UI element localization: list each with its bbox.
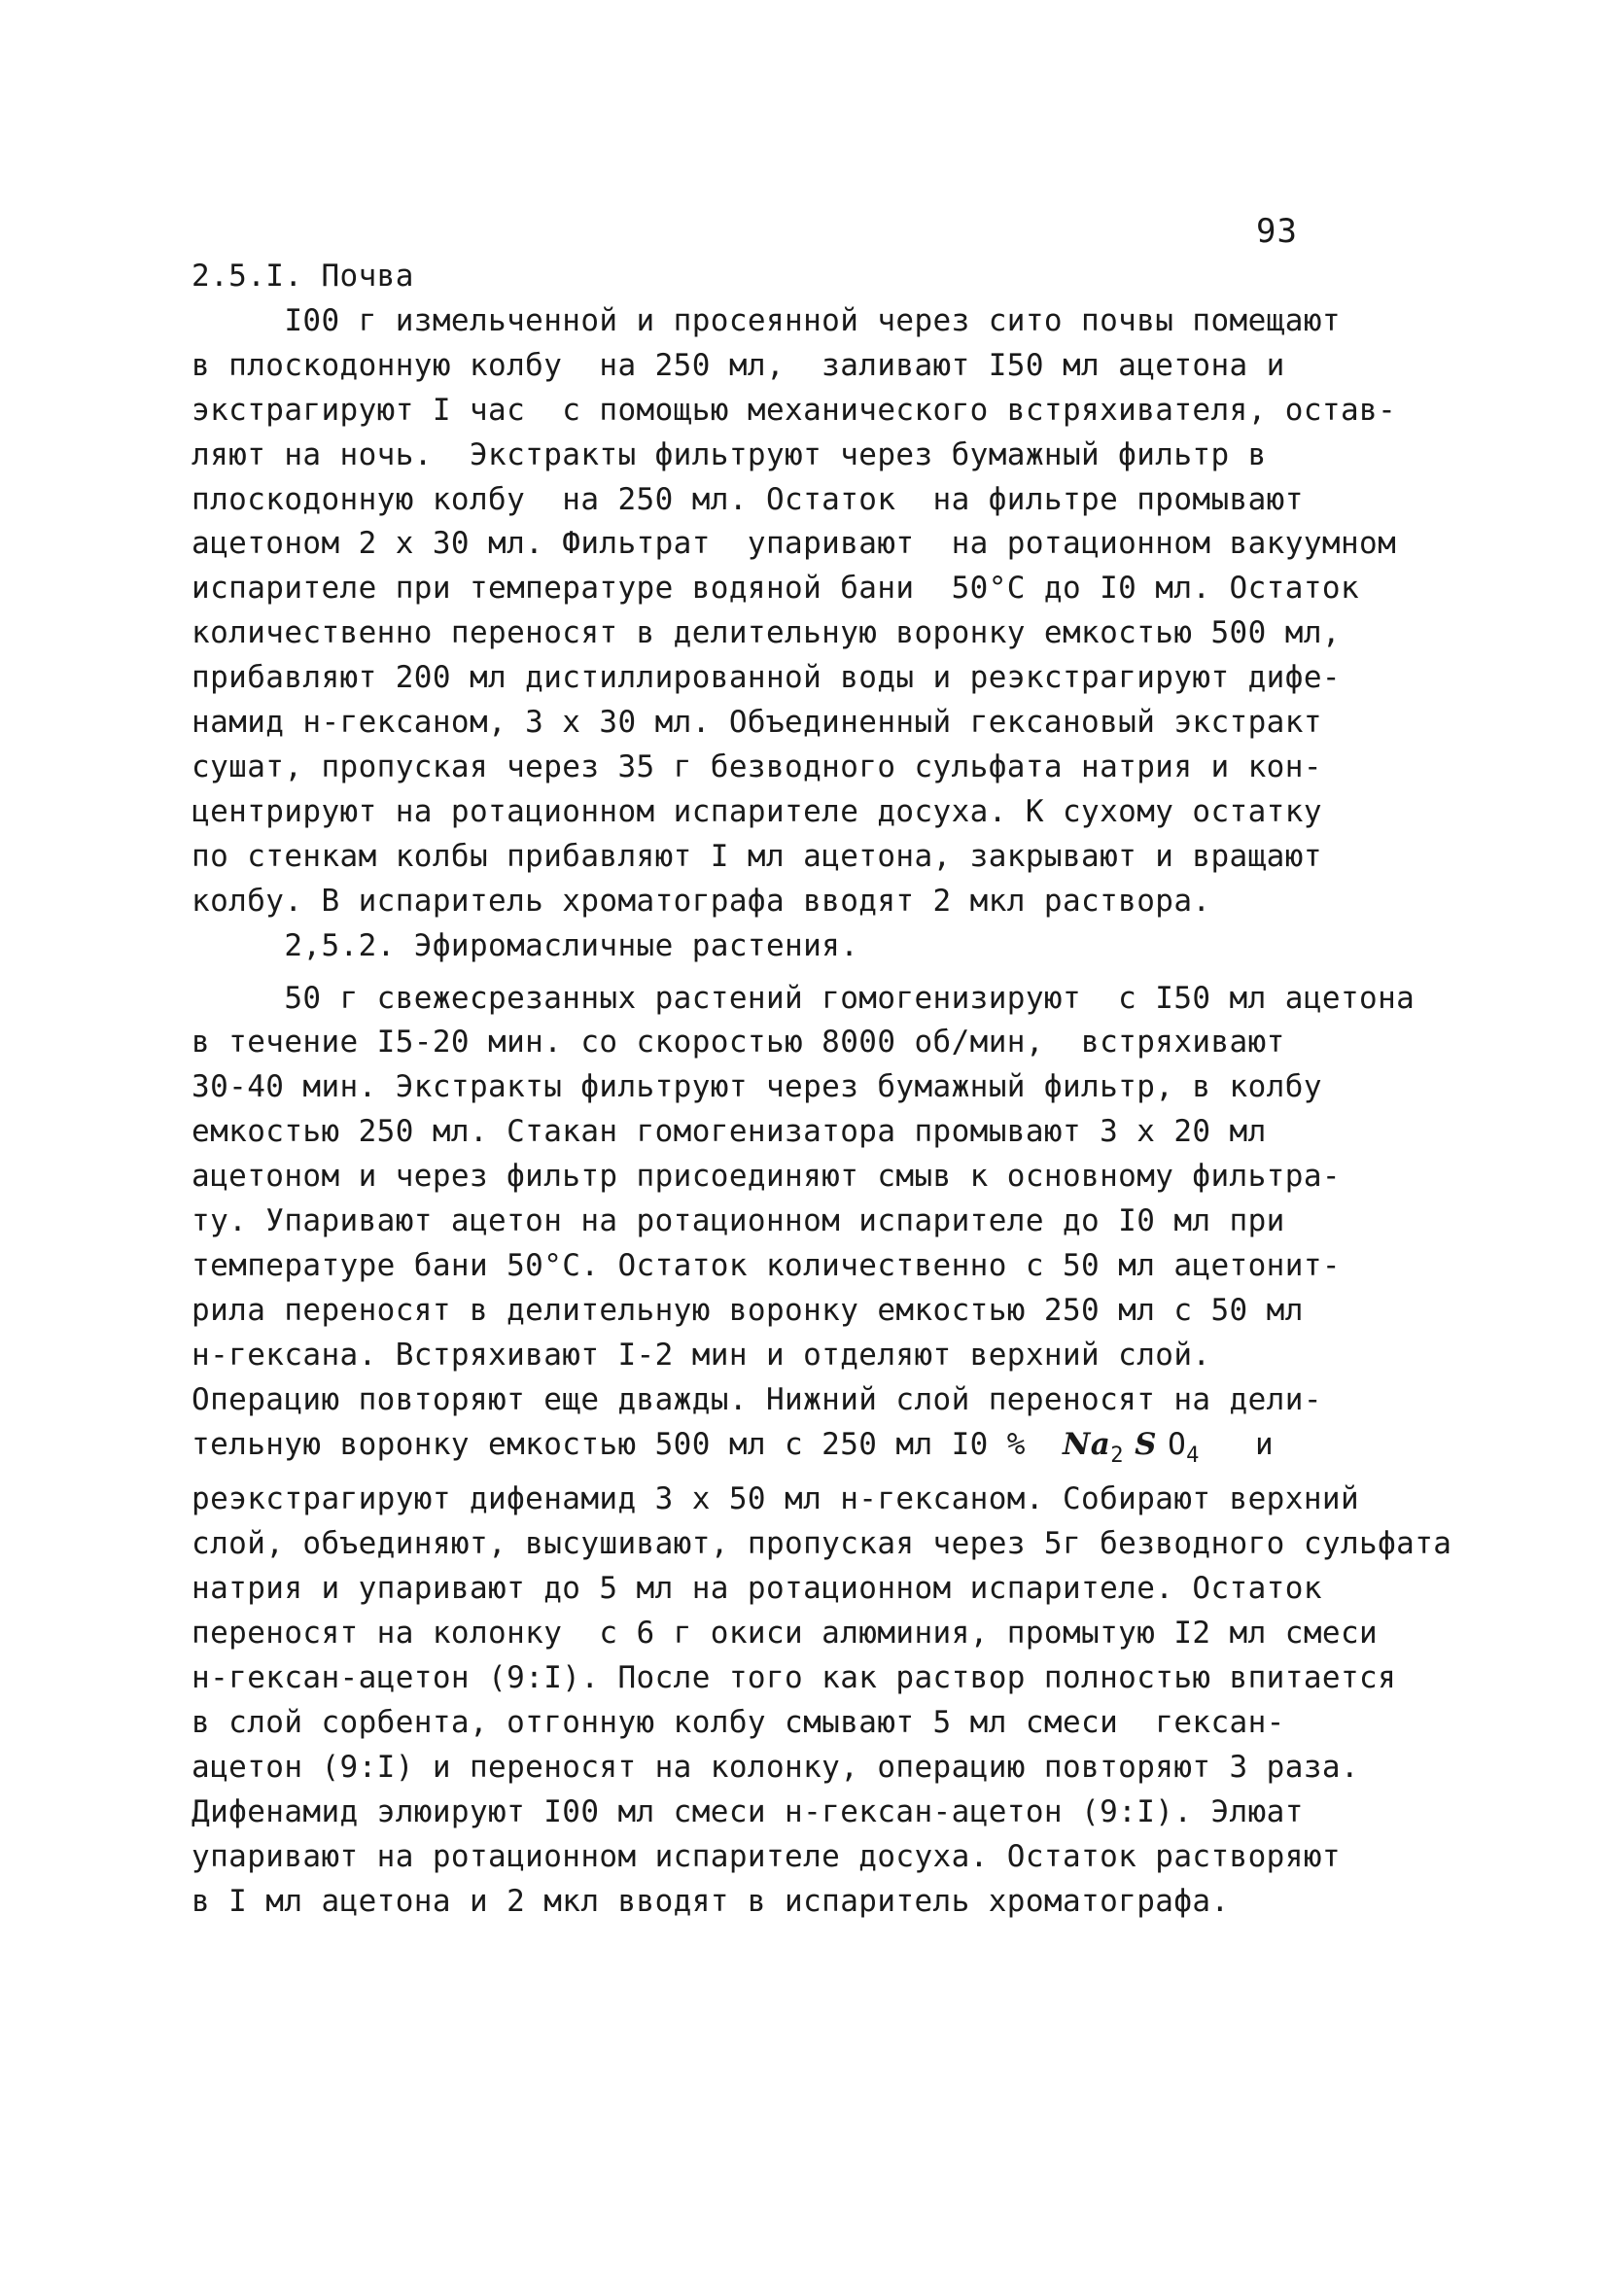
text-line: колбу. В испаритель хроматографа вводят 2 мкл раствора. [192,883,1211,919]
text-line: сушат, пропуская через 35 г безводного сульфата натрия и кон- [192,748,1322,784]
text-line: прибавляют 200 мл дистиллированной воды и реэкстрагируют дифе- [192,660,1341,696]
text-line: в плоскодонную колбу на 250 мл, заливают I50 мл ацетона и [192,347,1285,383]
text-line: Дифенамид элюируют I00 мл смеси н-гексан-ацетон (9:I). Элюат [192,1793,1304,1829]
text-line: I00 г измельченной и просеянной через сито почвы помещают [192,302,1341,338]
text-line: температуре бани 50°С. Остаток количественно с 50 мл ацетонит- [192,1247,1341,1283]
text-line: в течение I5-20 мин. со скоростью 8000 об/мин, встряхивают [192,1025,1285,1061]
chemical-formula-o-subscript: 4 [1186,1443,1200,1468]
text-line: слой, объединяют, высушивают, пропуская через 5г безводного сульфата [192,1526,1452,1562]
text-line: рила переносят в делительную воронку емкостью 250 мл с 50 мл [192,1292,1304,1328]
text-line: 50 г свежесрезанных растений гомогенизируют с I50 мл ацетона [192,980,1416,1016]
text-line: ацетон (9:I) и переносят на колонку, операцию повторяют 3 раза. [192,1749,1360,1785]
text-line: в I мл ацетона и 2 мкл вводят в испаритель хроматографа. [192,1883,1230,1919]
formula-line [192,1423,1446,1478]
text-line: экстрагируют I час с помощью механического встряхивателя, остав- [192,392,1397,428]
page-number: 93 [1256,212,1298,251]
text-line: по стенкам колбы прибавляют I мл ацетона, закрывают и вращают [192,838,1322,874]
text-line: в слой сорбента, отгонную колбу смывают 5 мл смеси гексан- [192,1705,1285,1740]
text-line: центрируют на ротационном испарителе досуха. К сухому остатку [192,793,1322,829]
text-line: Операцию повторяют еще дважды. Нижний слой переносят на дели- [192,1381,1322,1417]
text-line: испарителе при температуре водяной бани 50°С до I0 мл. Остаток [192,571,1360,607]
text-line: количественно переносят в делительную воронку емкостью 500 мл, [192,615,1341,651]
text-line: упаривают на ротационном испарителе досуха. Остаток растворяют [192,1838,1341,1874]
text-line: натрия и упаривают до 5 мл на ротационном испарителе. Остаток [192,1571,1322,1607]
text-line: намид н-гексаном, 3 х 30 мл. Объединенный гексановый экстракт [192,705,1322,741]
formula-line-prefix: тельную воронку емкостью 500 мл с 250 мл I0 % [192,1426,1063,1462]
text-line: н-гексана. Встряхивают I-2 мин и отделяют верхний слой. [192,1337,1211,1373]
text-line: плоскодонную колбу на 250 мл. Остаток на фильтре промывают [192,481,1304,517]
formula-line-suffix: и [1199,1426,1275,1462]
text-line: ляют на ночь. Экстракты фильтруют через бумажный фильтр в [192,436,1267,472]
document-body [192,255,1452,1925]
chemical-formula-o: O [1168,1426,1187,1462]
text-line: емкостью 250 мл. Стакан гомогенизатора промывают 3 х 20 мл [192,1114,1267,1150]
chemical-formula-na-subscript: 2 [1110,1443,1124,1468]
chemical-formula-na: Na [1063,1426,1111,1462]
text-line: ацетоном и через фильтр присоединяют смыв к основному фильтра- [192,1159,1341,1195]
text-line: переносят на колонку с 6 г окиси алюминия, промытую I2 мл смеси [192,1616,1379,1652]
chemical-formula-s: S [1123,1426,1169,1462]
section-heading-essential-oil-plants: 2,5.2. Эфиромасличные растения. [192,927,859,963]
text-line: 30-40 мин. Экстракты фильтруют через бумажный фильтр, в колбу [192,1069,1322,1105]
section-heading-soil: 2.5.I. Почва [192,259,414,294]
text-line: ацетоном 2 х 30 мл. Фильтрат упаривают на ротационном вакуумном [192,526,1397,562]
text-line: реэкстрагируют дифенамид 3 х 50 мл н-гексаном. Собирают верхний [192,1481,1360,1517]
text-line: ту. Упаривают ацетон на ротационном испарителе до I0 мл при [192,1203,1285,1239]
text-line: н-гексан-ацетон (9:I). После того как раствор полностью впитается [192,1660,1397,1696]
